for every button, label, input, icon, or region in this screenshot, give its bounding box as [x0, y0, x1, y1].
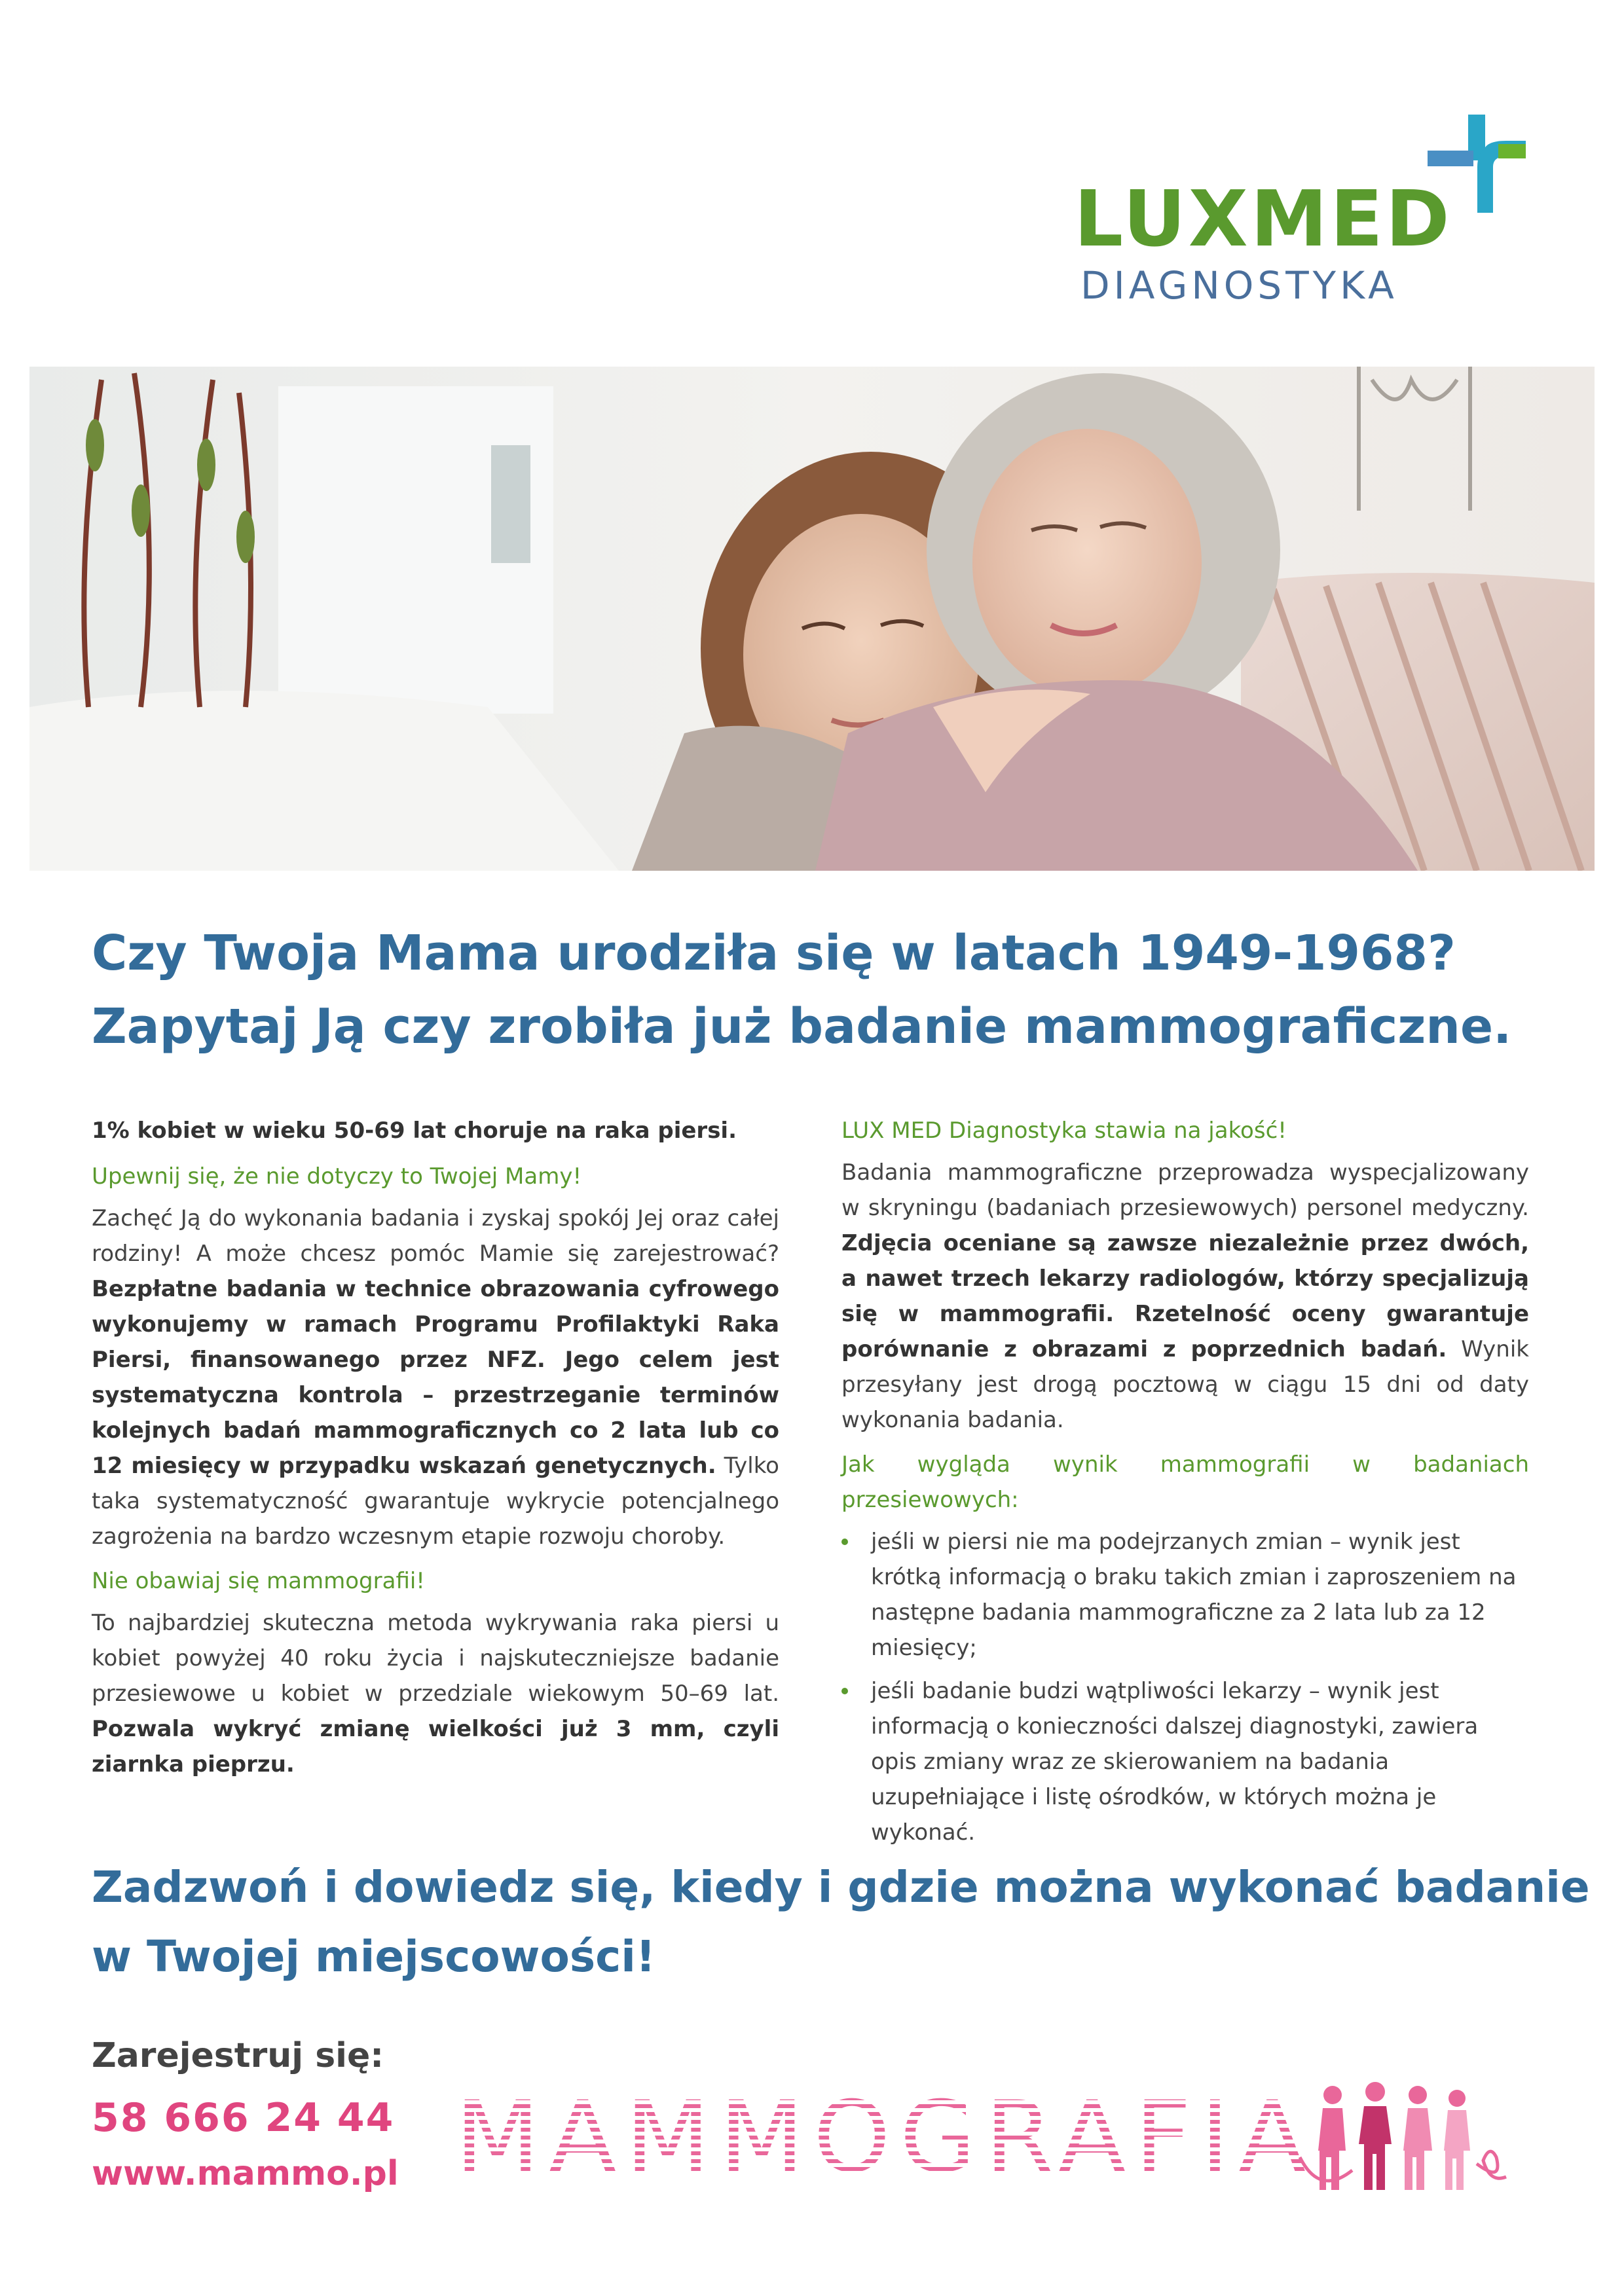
hero-photo — [29, 367, 1595, 871]
mammografia-brand: MAMMOGRAFIA — [455, 2081, 1316, 2195]
list-item-text: jeśli badanie budzi wątpliwości lekarzy – wynik jest informacją o konieczności dalszej diagnostyki, zawiera opis zmiany wraz ze skierowaniem na badania uzupełniające i listę ośrodków, w których można je wykonać. — [871, 1678, 1479, 1846]
call-to-action — [92, 1853, 1590, 1992]
headline — [92, 917, 1565, 1063]
headline-line-2: Zapytaj Ją czy zrobiła już badanie mammograficzne. — [92, 998, 1512, 1055]
headline-line-1: Czy Twoja Mama urodziła się w latach 1949-1968? — [92, 925, 1456, 981]
left-p1-text-b: Bezpłatne badania w technice obrazowania cyfrowego wykonujemy w ramach Programu Profilaktyki Raka Piersi, finansowanego przez NFZ. Jego celem jest systematyczna kontrola – przestrzeganie terminów kolejnych badań mammograficznych co 2 lata lub co 12 miesięcy w przypadku wskazań genetycznych. — [92, 1276, 779, 1479]
right-column — [841, 1113, 1529, 1858]
logo-brand-text: LUXMED — [1074, 173, 1452, 264]
right-heading-1: LUX MED Diagnostyka stawia na jakość! — [841, 1118, 1287, 1144]
cta-line-1: Zadzwoń i dowiedz się, kiedy i gdzie można wykonać badanie — [92, 1862, 1590, 1912]
left-paragraph-1 — [92, 1201, 779, 1554]
register-label: Zarejestruj się: — [92, 2036, 384, 2075]
result-list — [841, 1524, 1529, 1850]
left-p2-text-b: Pozwala wykryć zmianę wielkości już 3 mm, czyli ziarnka pieprzu. — [92, 1716, 779, 1777]
right-heading-2: Jak wygląda wynik mammografii w badaniach przesiewowych: — [841, 1451, 1529, 1513]
right-p1-text-c: Wynik przesyłany jest drogą pocztową w ciągu 15 dni od daty wykonania badania. — [841, 1336, 1529, 1433]
right-paragraph-1 — [841, 1155, 1529, 1438]
right-p1-text-b: Zdjęcia oceniane są zawsze niezależnie przez dwóch, a nawet trzech lekarzy radiologów, którzy specjalizują się w mammografii. Rzetelność oceny gwarantuje porównanie z obrazami z poprzednich badań. — [841, 1230, 1529, 1362]
photo-mother-daughter-icon — [29, 367, 1595, 871]
logo-sub-text: DIAGNOSTYKA — [1080, 263, 1398, 308]
left-paragraph-2 — [92, 1605, 779, 1782]
women-figures-icon — [1293, 2079, 1509, 2196]
lead-statistic: 1% kobiet w wieku 50-69 lat choruje na raka piersi. — [92, 1118, 737, 1144]
bullet-icon — [841, 1539, 848, 1545]
left-p1-text-c: Tylko taka systematyczność gwarantuje wykrycie potencjalnego zagrożenia na bardzo wczesnym etapie rozwoju choroby. — [92, 1453, 779, 1550]
list-item — [841, 1524, 1529, 1666]
website-link[interactable]: www.mammo.pl — [92, 2154, 399, 2193]
left-column — [92, 1113, 779, 1790]
cta-line-2: w Twojej miejscowości! — [92, 1931, 655, 1982]
left-heading-2: Nie obawiaj się mammografii! — [92, 1568, 425, 1594]
list-item — [841, 1673, 1529, 1850]
left-p2-text-a: To najbardziej skuteczna metoda wykrywania raka piersi u kobiet powyżej 40 roku życia i najskuteczniejsze badanie przesiewowe u kobiet w przedziale wiekowym 50–69 lat. — [92, 1610, 779, 1707]
list-item-text: jeśli w piersi nie ma podejrzanych zmian – wynik jest krótką informacją o braku takich zmian i zaproszeniem na następne badania mammograficzne za 2 lata lub za 12 miesięcy; — [871, 1529, 1517, 1661]
bullet-icon — [841, 1688, 848, 1694]
phone-number[interactable]: 58 666 24 44 — [92, 2095, 395, 2141]
left-p1-text-a: Zachęć Ją do wykonania badania i zyskaj spokój Jej oraz całej rodziny! A może chcesz pomóc Mamie się zarejestrować? — [92, 1205, 779, 1267]
left-heading-1: Upewnij się, że nie dotyczy to Twojej Mamy! — [92, 1163, 582, 1190]
luxmed-logo — [1074, 115, 1532, 324]
right-p1-text-a: Badania mammograficzne przeprowadza wyspecjalizowany w skryningu (badaniach przesiewowych) personel medyczny. — [841, 1159, 1529, 1221]
